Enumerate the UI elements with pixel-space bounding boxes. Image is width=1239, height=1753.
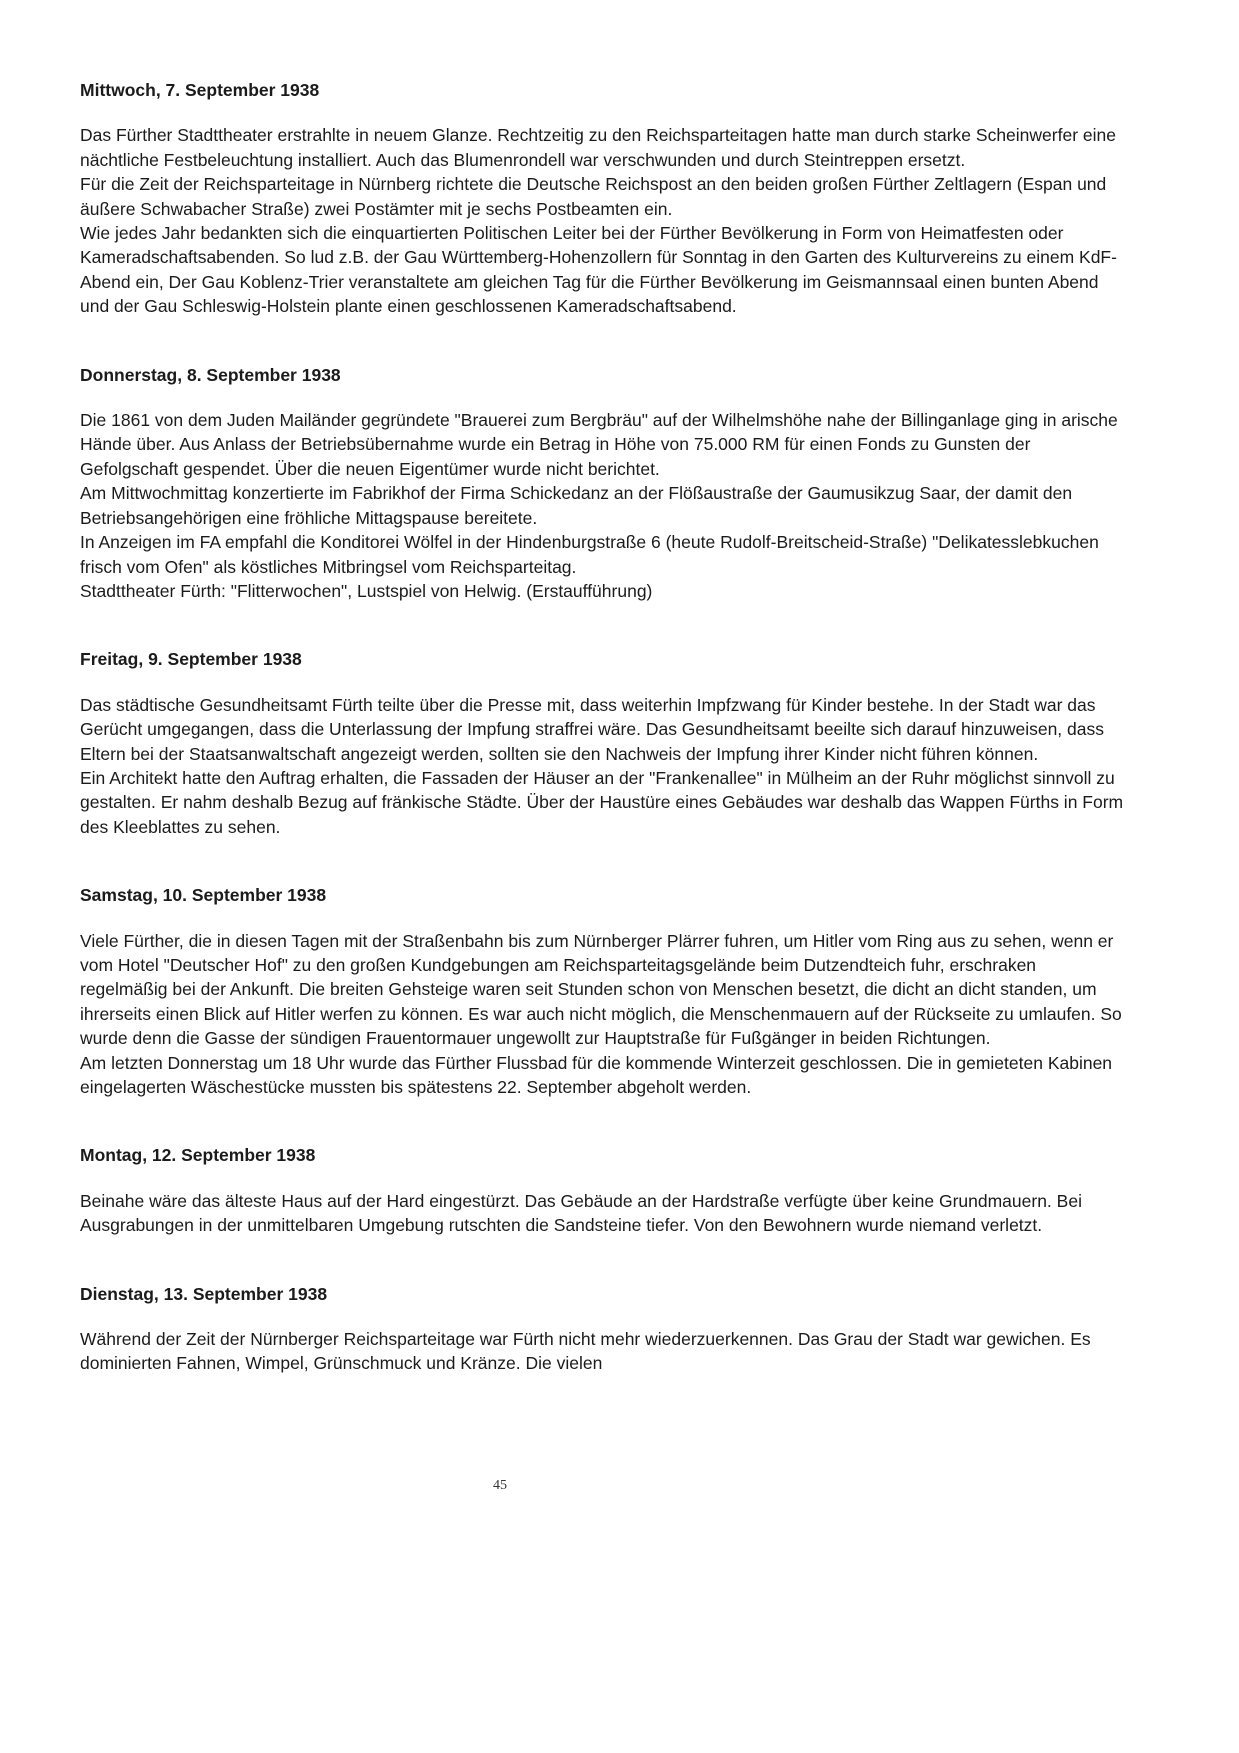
section-heading: Montag, 12. September 1938 xyxy=(80,1145,316,1166)
page-number: 45 xyxy=(493,1478,507,1493)
section-heading: Freitag, 9. September 1938 xyxy=(80,649,302,670)
section-paragraphs xyxy=(80,123,1128,318)
chronicle-section xyxy=(80,883,1128,1099)
section-paragraphs xyxy=(80,929,1128,1100)
paragraph: Die 1861 von dem Juden Mailänder gegründete "Brauerei zum Bergbräu" auf der Wilhelmshöhe nahe der Billinganlage ging in arische Hände über. Aus Anlass der Betriebsübernahme wurde ein Betrag in Höhe von 75.000 RM für einen Fonds zu Gunsten der Gefolgschaft gespendet. Über die neuen Eigentümer wurde nicht berichtet. xyxy=(80,410,1118,479)
paragraph: Während der Zeit der Nürnberger Reichsparteitage war Fürth nicht mehr wiederzuerkennen. Das Grau der Stadt war gewichen. Es dominierten Fahnen, Wimpel, Grünschmuck und Kränze. Die vielen xyxy=(80,1329,1091,1374)
document-content xyxy=(80,78,1128,1420)
paragraph: Beinahe wäre das älteste Haus auf der Hard eingestürzt. Das Gebäude an der Hardstraße verfügte über keine Grundmauern. Bei Ausgrabungen in der unmittelbaren Umgebung rutschten die Sandsteine tiefer. Von den Bewohnern wurde niemand verletzt. xyxy=(80,1190,1082,1236)
section-heading: Mittwoch, 7. September 1938 xyxy=(80,80,320,100)
section-paragraphs xyxy=(80,408,1128,603)
paragraph: Ein Architekt hatte den Auftrag erhalten, die Fassaden der Häuser an der "Frankenallee" in Mülheim an der Ruhr möglichst sinnvoll zu gestalten. Er nahm deshalb Bezug auf fränkische Städte. Über der Haustüre eines Gebäudes war deshalb das Wappen Fürths in Form des Kleeblattes zu sehen. xyxy=(80,767,1124,837)
chronicle-section xyxy=(80,647,1128,839)
paragraph: Am Mittwochmittag konzertierte im Fabrikhof der Firma Schickedanz an der Flößaustraße der Gaumusikzug Saar, der damit den Betriebsangehörigen eine fröhliche Mittagspause bereitete. xyxy=(80,483,1073,528)
section-paragraphs xyxy=(80,1327,1128,1376)
section-paragraphs xyxy=(80,693,1128,839)
paragraph: Viele Fürther, die in diesen Tagen mit der Straßenbahn bis zum Nürnberger Plärrer fuhren, um Hitler vom Ring aus zu sehen, wenn er vom Hotel "Deutscher Hof" zu den großen Kundgebungen am Reichsparteitagsgelände beim Dutzendteich fuhr, erschraken regelmäßig bei der Ankunft. Die breiten Gehsteige waren seit Stunden schon von Menschen besetzt, die dicht an dicht standen, um ihrerseits einen Blick auf Hitler werfen zu können. Es war auch nicht möglich, die Menschenmauern auf der Rückseite zu umlaufen. So wurde denn die Gasse der sündigen Frauentormauer ungewollt zur Hauptstraße für Fußgänger in beiden Richtungen. xyxy=(80,930,1122,1049)
paragraph: Am letzten Donnerstag um 18 Uhr wurde das Fürther Flussbad für die kommende Winterzeit geschlossen. Die in gemieteten Kabinen eingelagerten Wäschestücke mussten bis spätestens 22. September abgeholt werden. xyxy=(80,1052,1113,1097)
paragraph: Für die Zeit der Reichsparteitage in Nürnberg richtete die Deutsche Reichspost an den beiden großen Fürther Zeltlagern (Espan und äußere Schwabacher Straße) zwei Postämter mit je sechs Postbeamten ein. xyxy=(80,174,1107,219)
section-heading: Dienstag, 13. September 1938 xyxy=(80,1283,328,1304)
paragraph: Das städtische Gesundheitsamt Fürth teilte über die Presse mit, dass weiterhin Impfzwang für Kinder bestehe. In der Stadt war das Gerücht umgegangen, dass die Unterlassung der Impfung straffrei wäre. Das Gesundheitsamt beeilte sich darauf hinzuweisen, dass Eltern bei der Staatsanwaltschaft angezeigt werden, sollten sie den Nachweis der Impfung ihrer Kinder nicht führen können. xyxy=(80,694,1104,764)
paragraph: Wie jedes Jahr bedankten sich die einquartierten Politischen Leiter bei der Fürther Bevölkerung in Form von Heimatfesten oder Kameradschaftsabenden. So lud z.B. der Gau Württemberg-Hohenzollern für Sonntag in den Garten des Kulturvereins zu einem KdF-Abend ein, Der Gau Koblenz-Trier veranstaltete am gleichen Tag für die Fürther Bevölkerung im Geismannsaal einen bunten Abend und der Gau Schleswig-Holstein plante einen geschlossenen Kameradschaftsabend. xyxy=(80,223,1117,317)
chronicle-section xyxy=(80,78,1128,319)
section-heading: Donnerstag, 8. September 1938 xyxy=(80,364,341,385)
paragraph: Das Fürther Stadttheater erstrahlte in neuem Glanze. Rechtzeitig zu den Reichsparteitagen hatte man durch starke Scheinwerfer eine nächtliche Festbeleuchtung installiert. Auch das Blumenrondell war verschwunden und durch Steintreppen ersetzt. xyxy=(80,125,1116,170)
section-paragraphs xyxy=(80,1189,1128,1238)
chronicle-section xyxy=(80,363,1128,604)
chronicle-section xyxy=(80,1143,1128,1237)
section-heading: Samstag, 10. September 1938 xyxy=(80,885,327,906)
chronicle-section xyxy=(80,1282,1128,1376)
paragraph: In Anzeigen im FA empfahl die Konditorei Wölfel in der Hindenburgstraße 6 (heute Rudolf-Breitscheid-Straße) "Delikatesslebkuchen frisch vom Ofen" als köstliches Mitbringsel vom Reichsparteitag. xyxy=(80,532,1099,577)
paragraph: Stadttheater Fürth: "Flitterwochen", Lustspiel von Helwig. (Erstaufführung) xyxy=(80,580,653,601)
